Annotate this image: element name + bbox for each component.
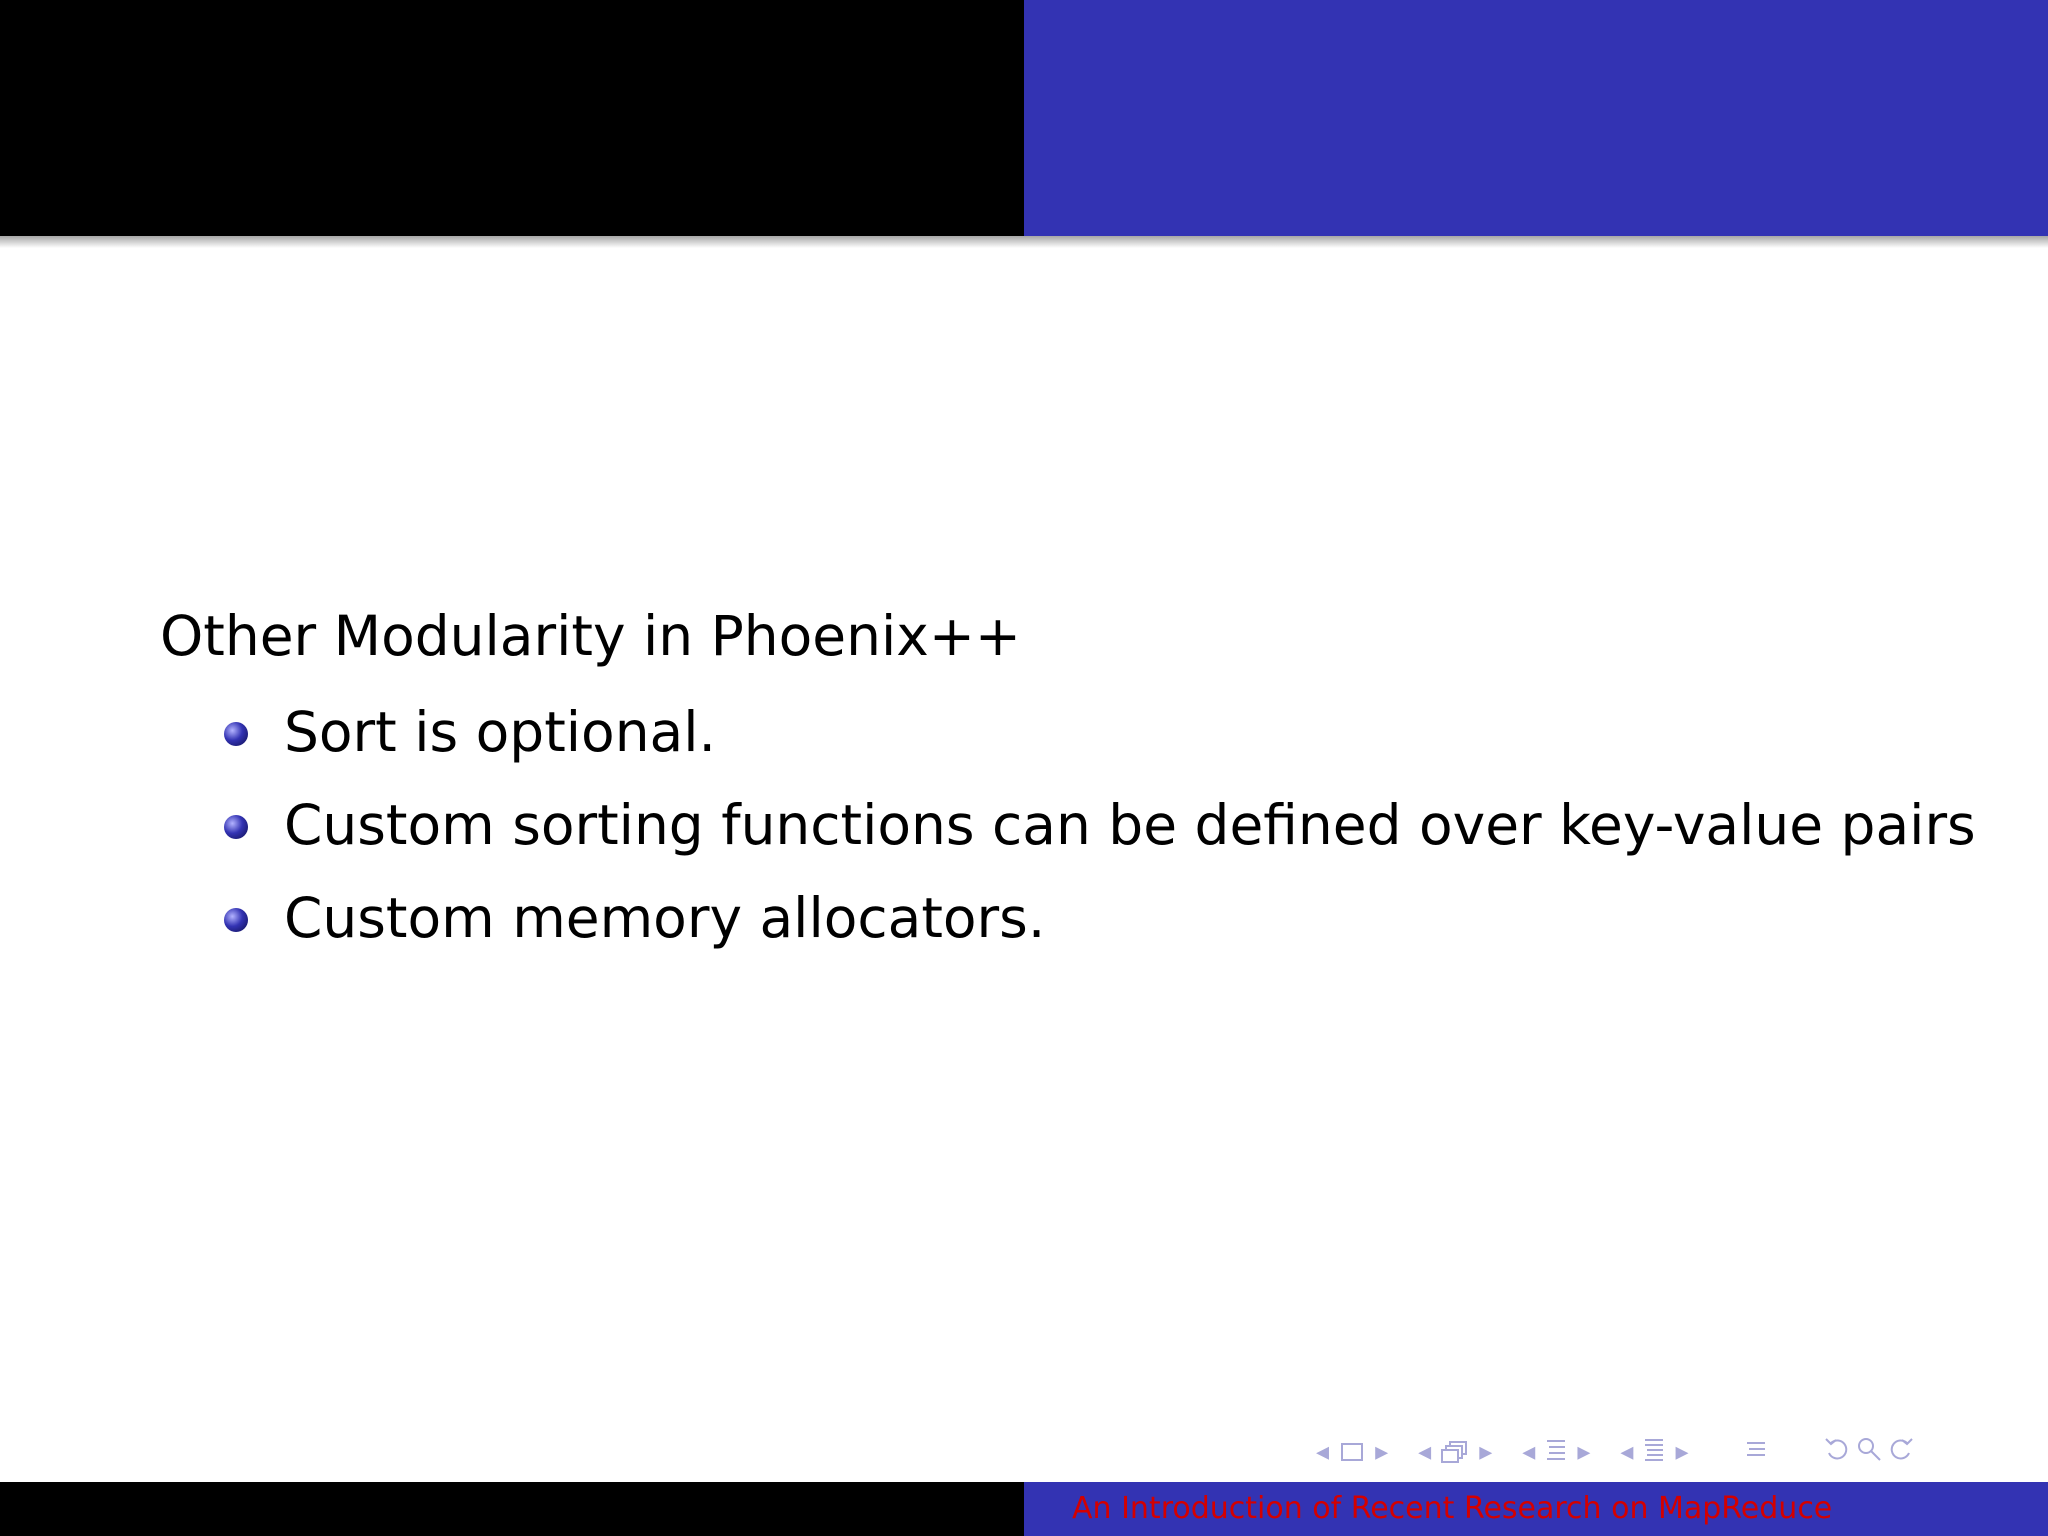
bullet-text: Custom sorting functions can be defined over key-value pairs: [284, 793, 1976, 857]
footer-presentation-title: An Introduction of Recent Research on MapReduce: [1072, 1491, 1833, 1526]
sphere-bullet-icon: [224, 908, 248, 932]
header-right-panel: [1024, 0, 2048, 236]
arrow-right-icon[interactable]: ▸: [1577, 1437, 1591, 1467]
document-icon[interactable]: [1745, 1437, 1767, 1468]
arrow-left-icon[interactable]: ◂: [1316, 1437, 1330, 1467]
arrow-left-icon[interactable]: ◂: [1418, 1437, 1432, 1467]
arrow-right-icon[interactable]: ▸: [1675, 1437, 1689, 1467]
bullet-list: [160, 686, 1976, 965]
bullet-item: [160, 686, 1976, 779]
bullet-item: [160, 872, 1976, 965]
frame-icon[interactable]: [1441, 1440, 1469, 1464]
slide-title: Other Modularity in Phoenix++: [160, 604, 1021, 668]
arrow-right-icon[interactable]: ▸: [1479, 1437, 1493, 1467]
search-icon[interactable]: [1855, 1435, 1883, 1470]
arrow-left-icon[interactable]: ◂: [1522, 1437, 1536, 1467]
footer-left-panel: [0, 1482, 1024, 1536]
slide-content: [160, 596, 1976, 965]
sphere-bullet-icon: [224, 815, 248, 839]
header-left-panel: [0, 0, 1024, 236]
bullet-item: [160, 779, 1976, 872]
navigation-symbols: [1316, 1434, 1915, 1470]
bullet-text: Sort is optional.: [284, 700, 717, 764]
sphere-bullet-icon: [224, 722, 248, 746]
section-icon[interactable]: [1643, 1437, 1665, 1468]
arrow-right-icon[interactable]: ▸: [1375, 1437, 1389, 1467]
back-icon[interactable]: [1823, 1435, 1851, 1470]
header-shadow: [0, 236, 2048, 248]
arrow-left-icon[interactable]: ◂: [1620, 1437, 1634, 1467]
subsection-icon[interactable]: [1545, 1437, 1567, 1468]
forward-icon[interactable]: [1887, 1435, 1915, 1470]
bullet-text: Custom memory allocators.: [284, 886, 1046, 950]
slide-footer: [0, 1482, 2048, 1536]
slide-header: [0, 0, 2048, 236]
slide-icon[interactable]: [1341, 1443, 1363, 1461]
